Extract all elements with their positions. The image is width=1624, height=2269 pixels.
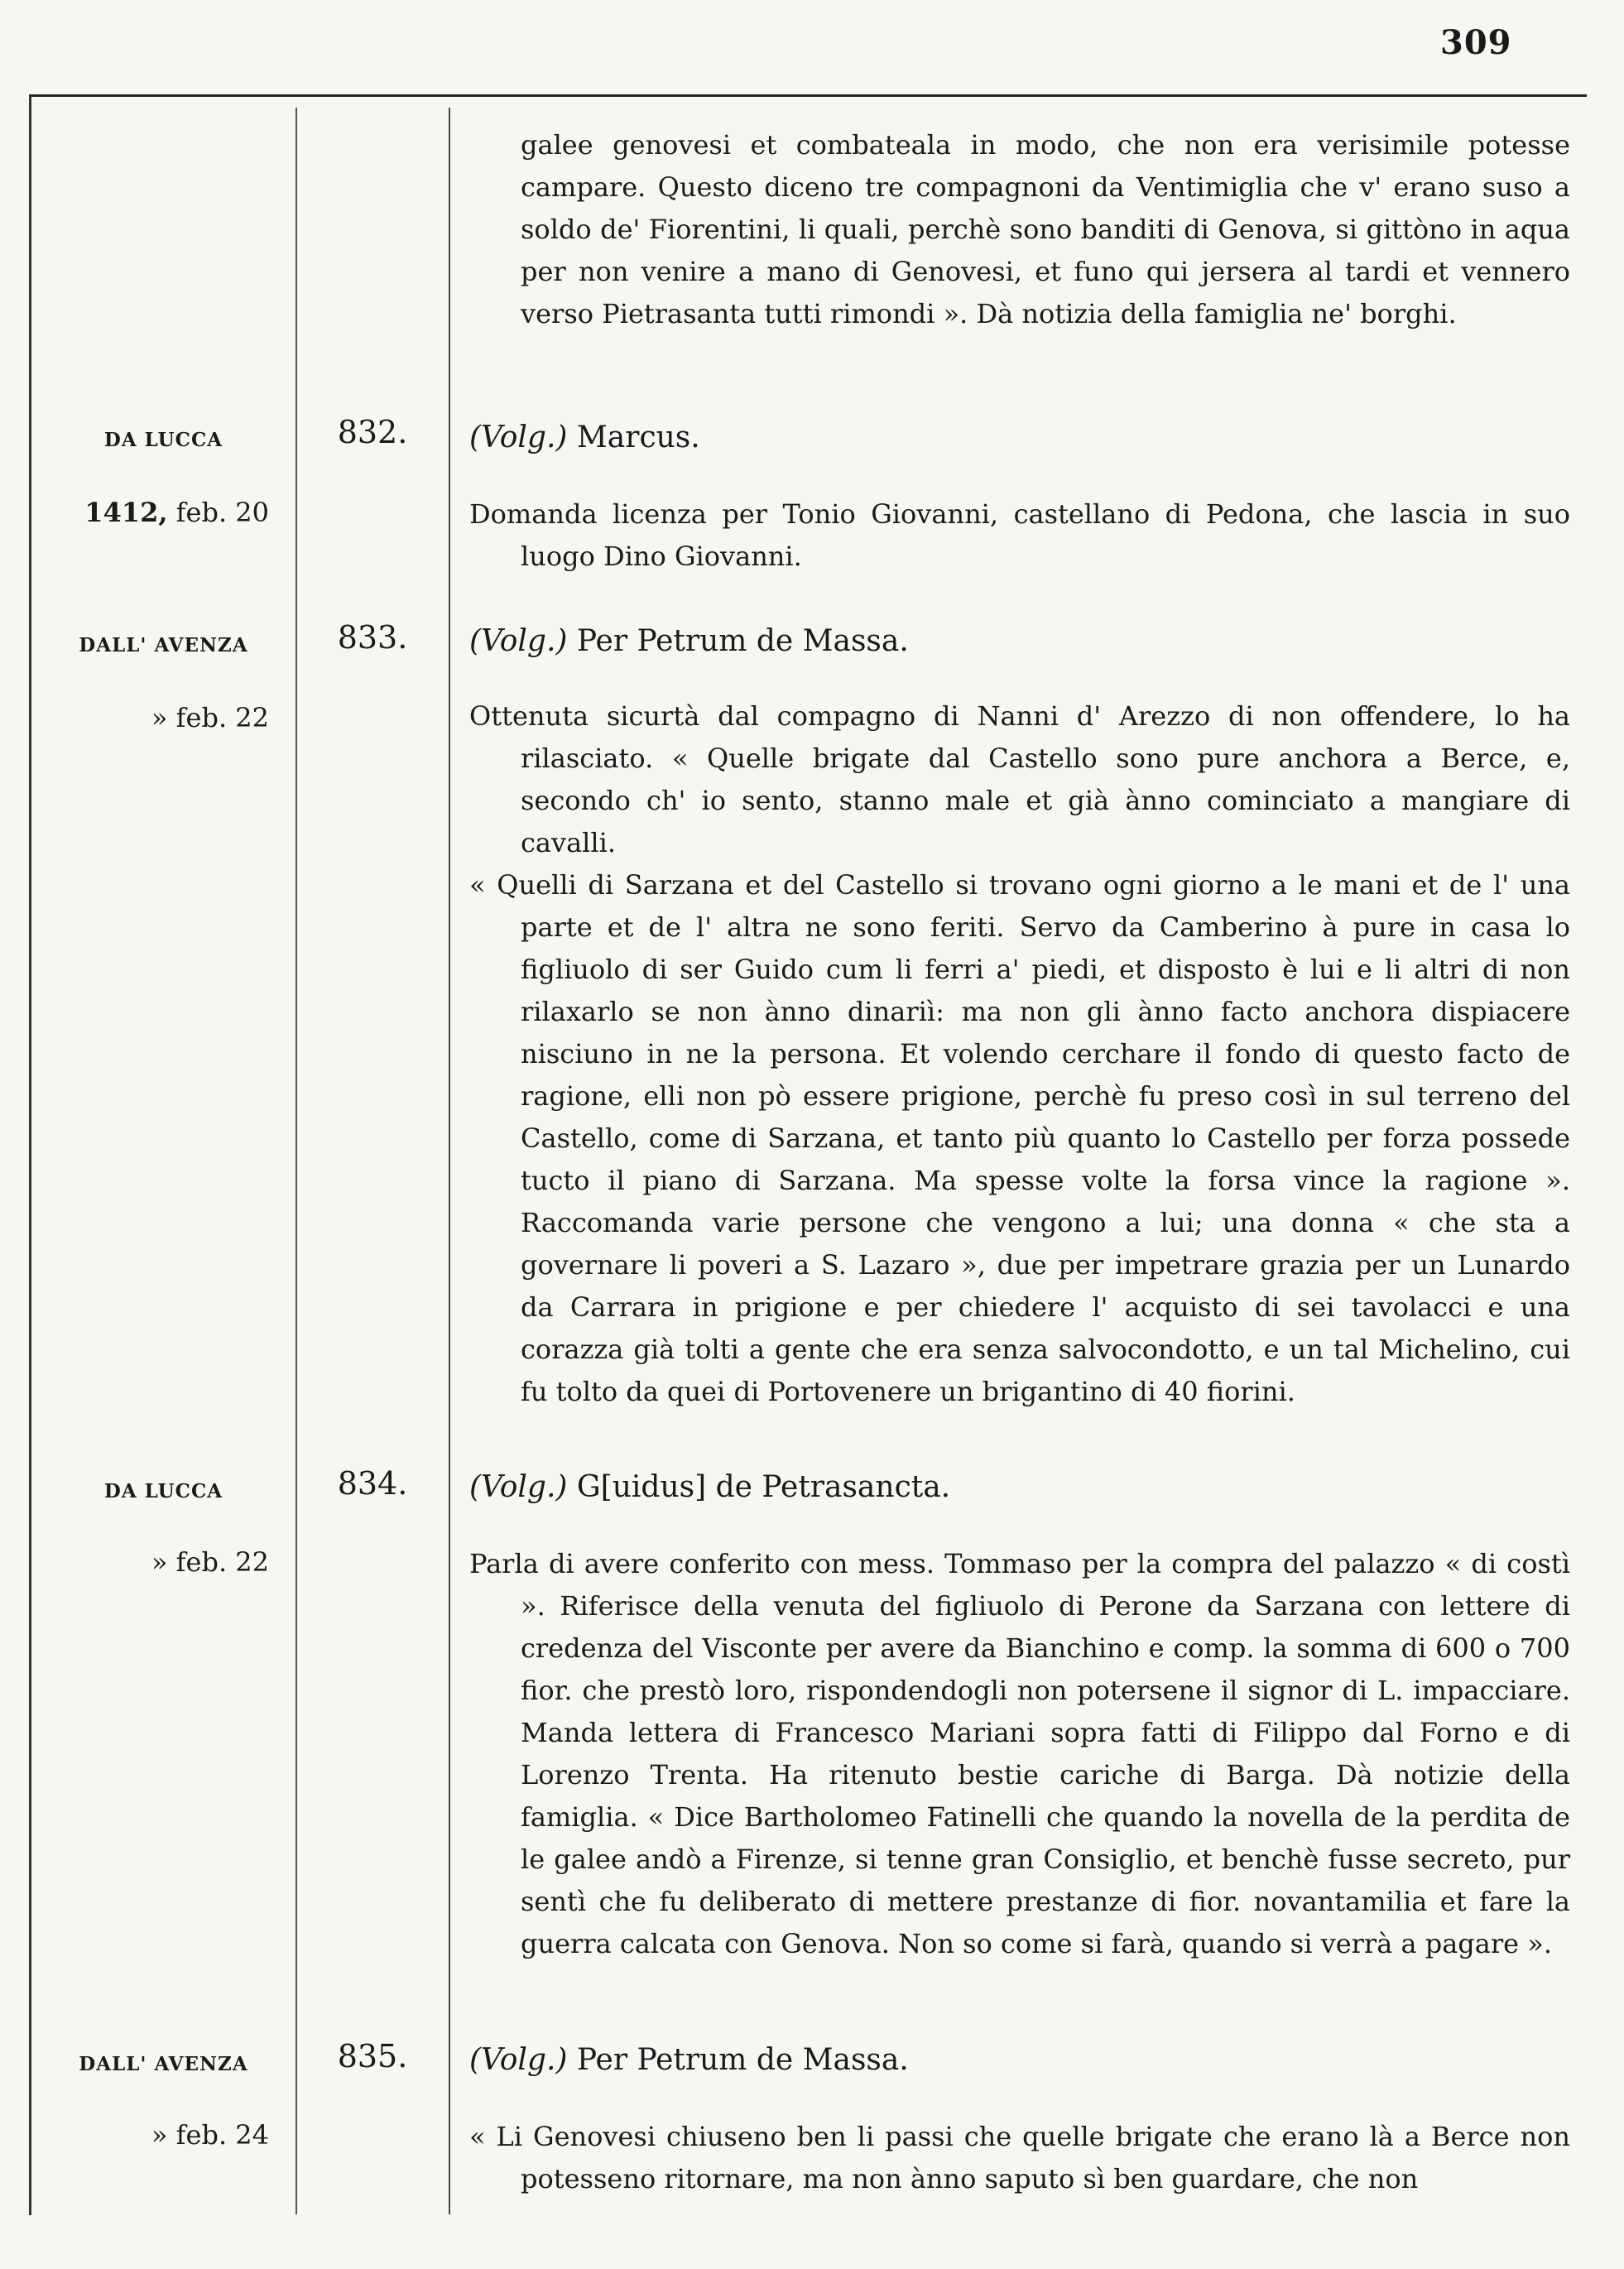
entry-date: [33, 702, 269, 733]
sender-name: Marcus.: [576, 421, 700, 454]
entry-paragraph: Domanda licenza per Tonio Giovanni, castellano di Pedona, che lascia in suo luogo Dino Giovanni.: [469, 498, 1570, 572]
date-ditto: »: [151, 2119, 168, 2151]
date-day: feb. 20: [175, 497, 269, 528]
entry-sender: [469, 624, 909, 658]
entry-paragraph: « Li Genovesi chiuseno ben li passi che quelle brigate che erano là a Berce non potesseno ritornare, ma non ànno saputo sì ben guardare, che non: [469, 2121, 1570, 2194]
entry-place: DALL' AVENZA: [79, 2053, 248, 2075]
left-border: [29, 96, 31, 2215]
entry-place: DA LUCCA: [103, 429, 223, 451]
page-number: 309: [1440, 23, 1512, 62]
entry-number: 832.: [337, 414, 408, 450]
entry-sender: [469, 1470, 950, 1504]
date-year: 1412,: [84, 497, 168, 528]
entry-place: DA LUCCA: [103, 1480, 223, 1502]
sender-prefix: (Volg.): [469, 2043, 568, 2077]
date-day: feb. 22: [175, 702, 269, 733]
sender-name: Per Petrum de Massa.: [576, 2043, 909, 2077]
date-ditto: »: [151, 1546, 168, 1578]
entry-place: DALL' AVENZA: [79, 634, 248, 656]
sender-name: G[uidus] de Petrasancta.: [576, 1470, 951, 1504]
sender-prefix: (Volg.): [469, 624, 568, 658]
entry-paragraph: Ottenuta sicurtà dal compagno di Nanni d' Arezzo di non offendere, lo ha rilasciato. « Quelle brigate dal Castello sono pure anchora a Berce, e, secondo ch' io sento, stanno male et già ànno cominciato a mangiare di cavalli.: [469, 700, 1570, 858]
sender-name: Per Petrum de Massa.: [576, 624, 909, 658]
entry-number: 833.: [337, 619, 408, 656]
sender-prefix: (Volg.): [469, 1470, 568, 1504]
entry-date: [33, 497, 269, 528]
entry-paragraph: « Quelli di Sarzana et del Castello si trovano ogni giorno a le mani et de l' una parte et de l' altra ne sono feriti. Servo da Camberino à pure in casa lo figliuolo di ser Guido cum li ferri a' piedi, et disposto è lui e li altri di non rilaxarlo se non ànno dinariì: ma non gli ànno facto anchora dispiacere nisciuno in ne la persona. Et volendo cerchare il fondo di questo facto de ragione, elli non pò essere prigione, perchè fu preso così in sul terreno del Castello, come di Sarzana, et tanto più quanto lo Castello per forza possede tucto il piano di Sarzana. Ma spesse volte la forsa vince la ragione ». Raccomanda varie persone che vengono a lui; una donna « che sta a governare li poveri a S. Lazaro », due per impetrare grazia per un Lunardo da Carrara in prigione e per chiedere l' acquisto di sei tavolacci e una corazza già tolti a gente che era senza salvocondotto, e un tal Michelino, cui fu tolto da quei di Portovenere un brigantino di 40 fiorini.: [469, 869, 1570, 1407]
date-day: feb. 24: [175, 2119, 269, 2151]
column-divider-place-number: [295, 108, 297, 2214]
entry-paragraph: Parla di avere conferito con mess. Tommaso per la compra del palazzo « di costì ». Riferisce della venuta del figliuolo di Perone da Sarzana con lettere di credenza del Visconte per avere da Bianchino e comp. la somma di 600 o 700 fior. che prestò loro, rispondendogli non potersene il signor di L. impacciare. Manda lettera di Francesco Mariani sopra fatti di Filippo dal Forno e di Lorenzo Trenta. Ha ritenuto bestie cariche di Barga. Dà notizie della famiglia. « Dice Bartholomeo Fatinelli che quando la novella de la perdita de le galee andò a Firenze, si tenne gran Consiglio, et benchè fusse secreto, pur sentì che fu deliberato di mettere prestanze di fior. novantamilia et fare la guerra calcata con Genova. Non so come si farà, quando si verrà a pagare ».: [469, 1548, 1570, 1959]
entry-date: [33, 1546, 269, 1578]
date-day: feb. 22: [175, 1546, 269, 1578]
column-divider-number-text: [449, 108, 450, 2214]
top-rule: [29, 94, 1587, 97]
entry-date: [33, 2119, 269, 2151]
entry-sender: [469, 421, 700, 454]
sender-prefix: (Volg.): [469, 421, 568, 454]
entry-number: 834.: [337, 1465, 408, 1502]
entry-sender: [469, 2043, 909, 2077]
date-ditto: »: [151, 702, 168, 733]
entry-number: 835.: [337, 2038, 408, 2074]
intro-paragraph: galee genovesi et combateala in modo, che non era verisimile potesse campare. Questo diceno tre compagnoni da Ventimiglia che v' erano suso a soldo de' Fiorentini, li quali, perchè sono banditi di Genova, si gittòno in aqua per non venire a mano di Genovesi, et funo qui jersera al tardi et vennero verso Pietrasanta tutti rimondi ». Dà notizia della famiglia ne' borghi.: [521, 129, 1570, 329]
